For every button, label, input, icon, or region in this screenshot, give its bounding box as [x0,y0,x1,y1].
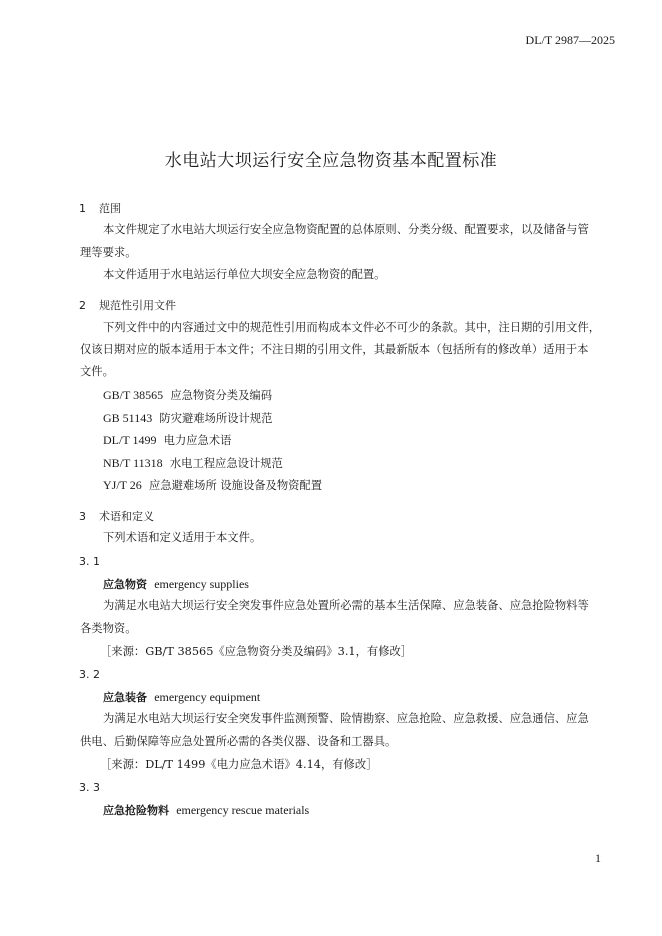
paragraph-line: 理等要求。 [80,246,137,259]
section-number: 3 [79,510,86,523]
reference-item [103,387,272,404]
section-2-heading [79,298,176,314]
section-3-heading [79,509,154,525]
section-number: 1 [79,202,86,215]
term-number: 3. 3 [79,781,100,794]
reference-code: GB 51143 [103,411,153,425]
definition-line: 为满足水电站大坝运行安全突发事件监测预警、险情勘察、应急抢险、应急救援、应急通信、应急 [103,712,589,725]
term-heading [103,576,249,593]
document-title: 水电站大坝运行安全应急物资基本配置标准 [164,151,498,171]
reference-name: 应急避难场所 设施设备及物资配置 [148,479,323,492]
definition-line: 为满足水电站大坝运行安全突发事件应急处置所必需的基本生活保障、应急装备、应急抢险物料等 [103,599,589,612]
section-title: 术语和定义 [99,510,154,523]
reference-item [103,432,231,449]
reference-name: 防灾避难场所设计规范 [159,412,273,425]
paragraph-line: 本文件适用于水电站运行单位大坝安全应急物资的配置。 [103,268,386,281]
reference-name: 水电工程应急设计规范 [169,457,283,470]
term-number: 3. 1 [79,555,100,568]
term-number: 3. 2 [79,668,100,681]
reference-code: NB/T 11318 [103,456,163,470]
source-note: ［来源：GB/T 38565《应急物资分类及编码》3.1，有修改］ [100,645,413,658]
paragraph-line: 下列术语和定义适用于本文件。 [103,531,262,544]
term-en: emergency supplies [154,577,249,591]
paragraph-line: 文件。 [80,365,114,378]
term-zh: 应急装备 [103,691,147,704]
reference-item [103,410,272,427]
term-en: emergency equipment [154,690,261,704]
reference-item [103,455,283,472]
source-note: ［来源：DL/T 1499《电力应急术语》4.14，有修改］ [100,758,378,771]
definition-line: 各类物资。 [80,622,137,635]
term-zh: 应急抢险物料 [103,804,169,817]
reference-name: 应急物资分类及编码 [170,389,272,402]
term-heading [103,689,260,706]
definition-line: 供电、后勤保障等应急处置所必需的各类仪器、设备和工器具。 [80,735,397,748]
section-1-heading [79,201,121,217]
section-title: 规范性引用文件 [99,299,176,312]
reference-code: YJ/T 26 [103,478,142,492]
page-number: 1 [595,851,601,865]
paragraph-line: 本文件规定了水电站大坝运行安全应急物资配置的总体原则、分类分级、配置要求，以及储备与管 [103,223,589,236]
term-zh: 应急物资 [103,578,147,591]
paragraph-line: 仅该日期对应的版本适用于本文件；不注日期的引用文件，其最新版本（包括所有的修改单）适用于本 [80,343,589,356]
section-title: 范围 [99,202,121,215]
section-number: 2 [79,299,86,312]
term-en: emergency rescue materials [176,803,310,817]
reference-code: DL/T 1499 [103,433,157,447]
reference-item [103,477,322,494]
paragraph-line: 下列文件中的内容通过文中的规范性引用而构成本文件必不可少的条款。其中，注日期的引用文件， [103,321,601,334]
reference-name: 电力应急术语 [163,434,232,447]
term-heading [103,802,309,819]
reference-code: GB/T 38565 [103,388,164,402]
document-code-header: DL/T 2987—2025 [525,33,615,47]
